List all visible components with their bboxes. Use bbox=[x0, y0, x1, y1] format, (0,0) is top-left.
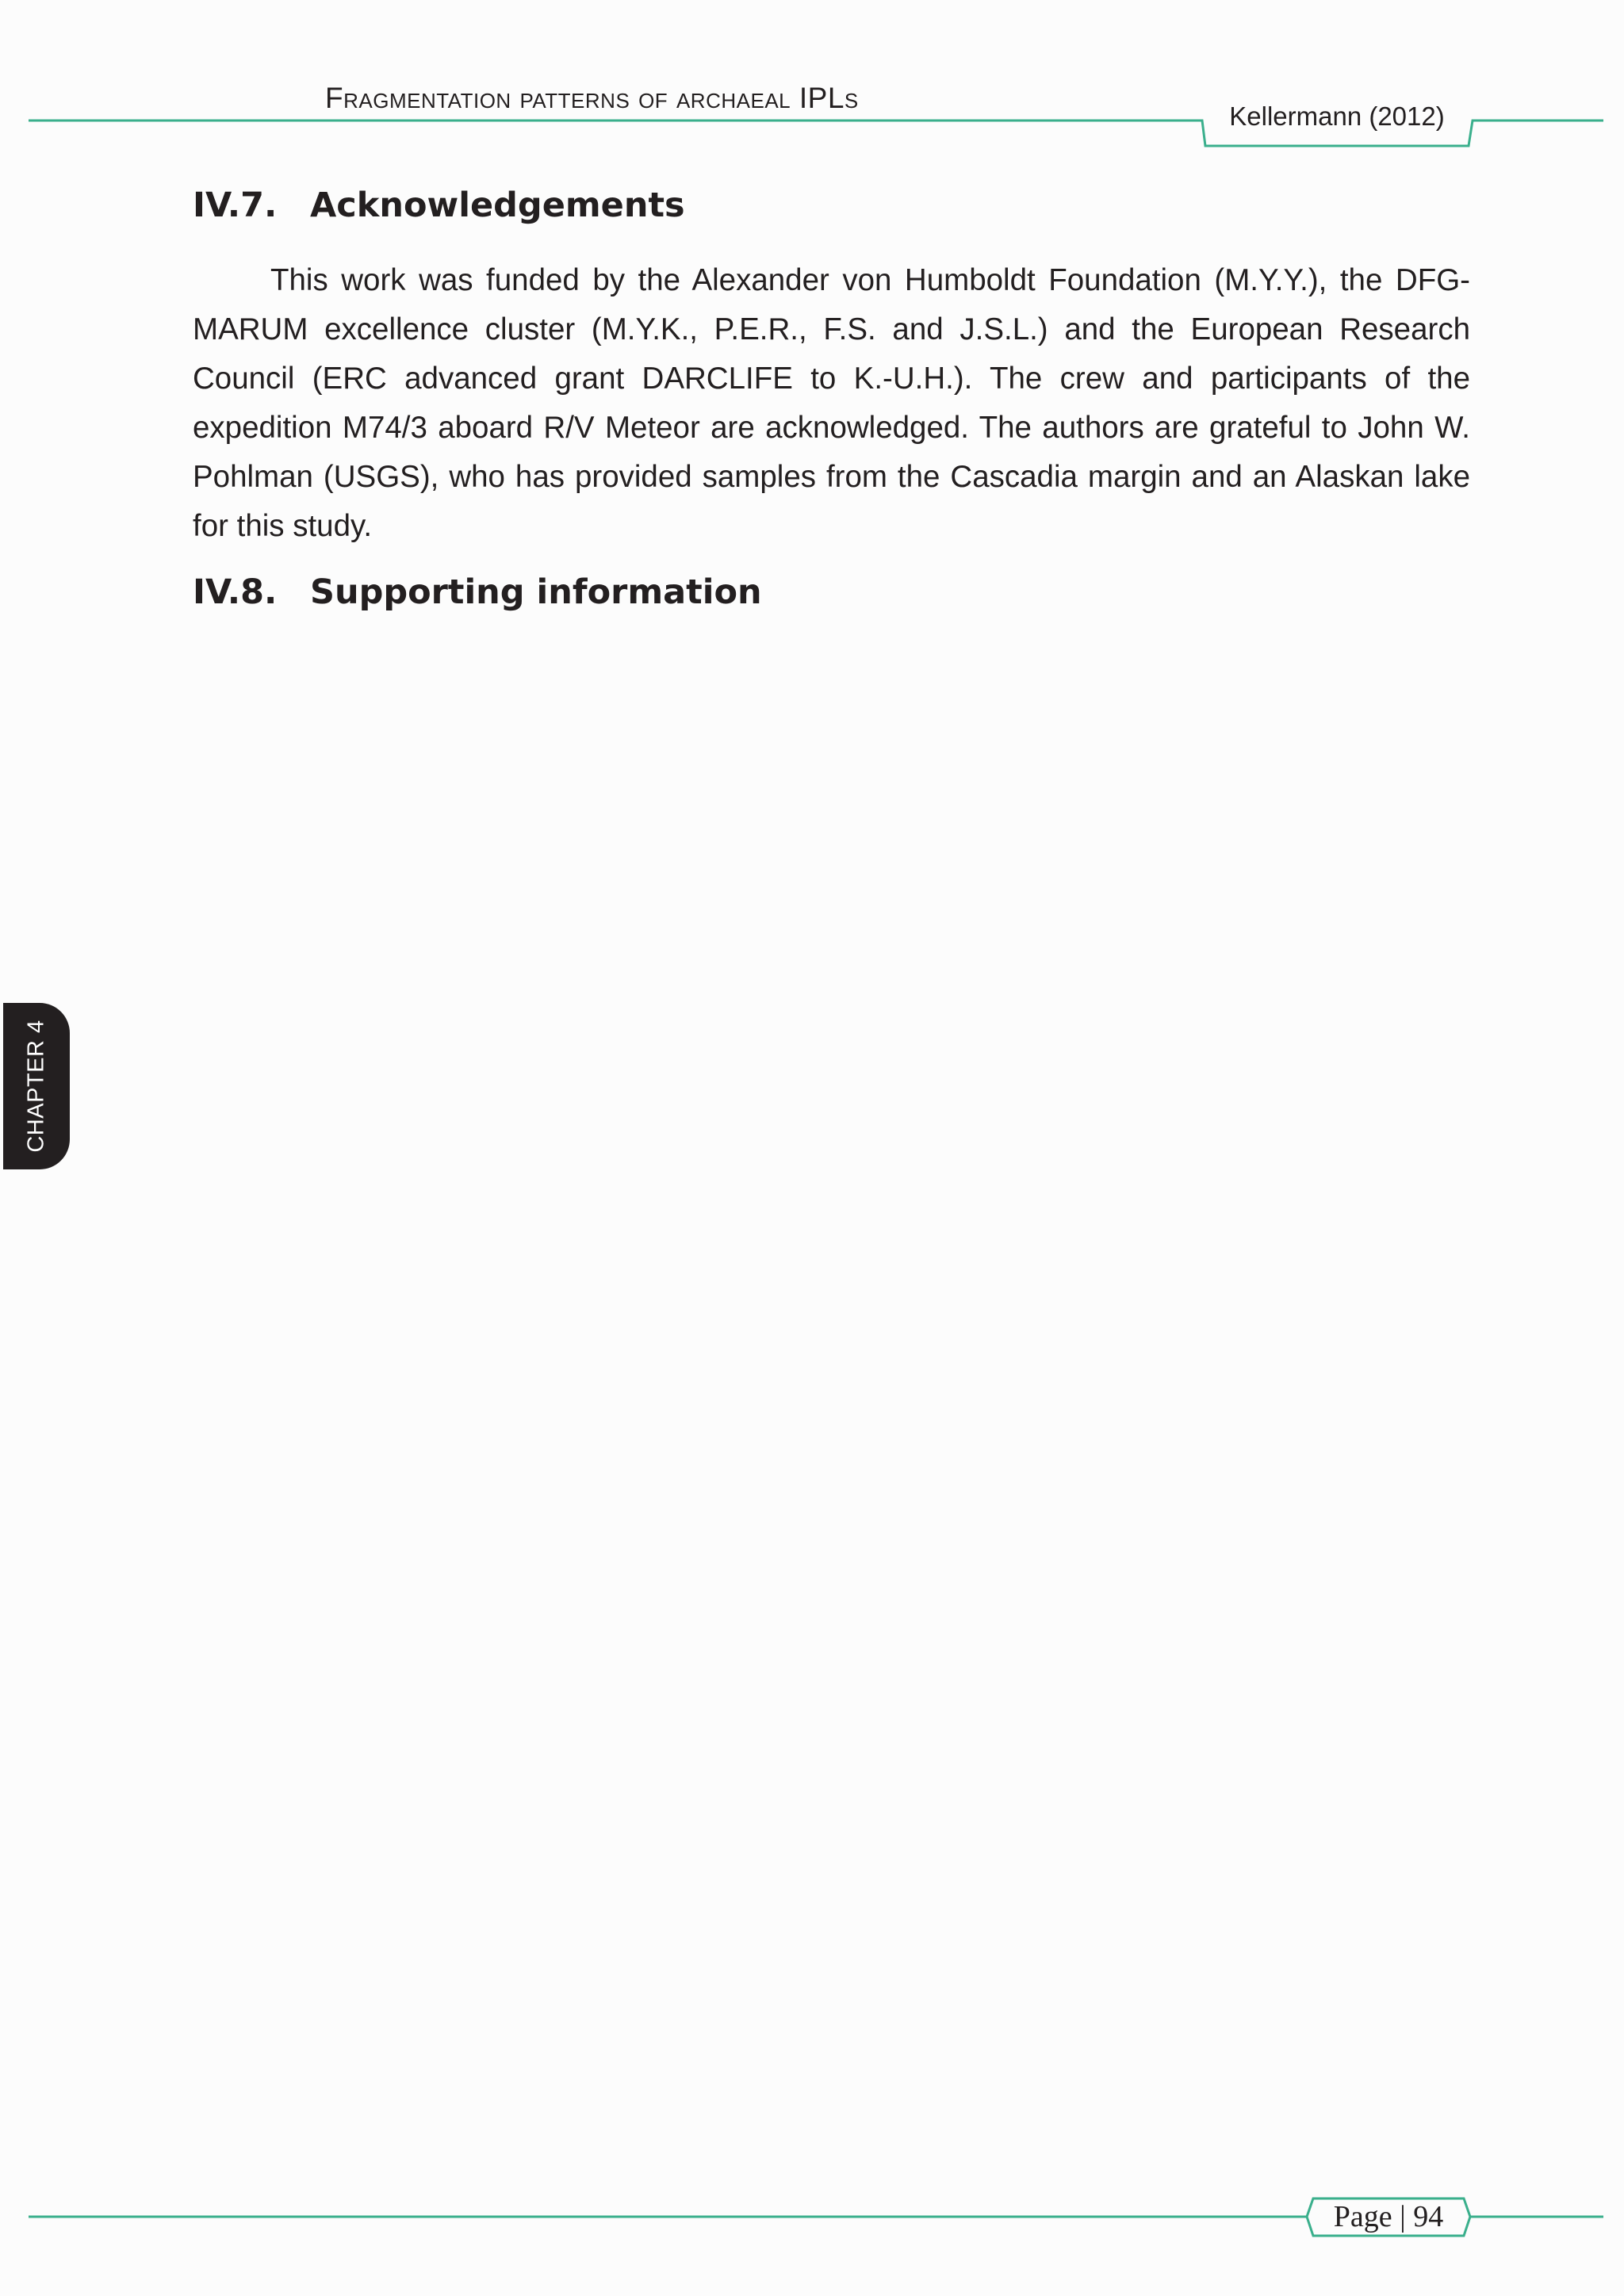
page-number: Page | 94 bbox=[1333, 2200, 1444, 2233]
running-title: Fragmentation patterns of archaeal IPLs bbox=[325, 82, 859, 114]
section-title: Supporting information bbox=[310, 572, 762, 612]
section-number: IV.8. bbox=[193, 572, 278, 612]
section-number: IV.7. bbox=[193, 186, 278, 225]
chapter-side-tab bbox=[3, 1003, 70, 1169]
author-year-label: Kellermann (2012) bbox=[1229, 101, 1445, 131]
chapter-tab-label: CHAPTER 4 bbox=[23, 1020, 49, 1153]
supporting-information-heading bbox=[193, 572, 762, 612]
acknowledgements-paragraph: This work was funded by the Alexander von Humboldt Foundation (M.Y.Y.), the DFG-MARUM excellence cluster (M.Y.K., P.E.R., F.S. and J.S.L.) and the European Research Council (ERC advanced grant DARCLIFE to K.-U.H.). The crew and participants of the expedition M74/3 aboard R/V Meteor are acknowledged. The authors are grateful to John W. Pohlman (USGS), who has provided samples from the Cascadia margin and an Alaskan lake for this study. bbox=[193, 263, 1470, 543]
acknowledgements-heading bbox=[193, 186, 685, 225]
section-title: Acknowledgements bbox=[310, 186, 685, 225]
